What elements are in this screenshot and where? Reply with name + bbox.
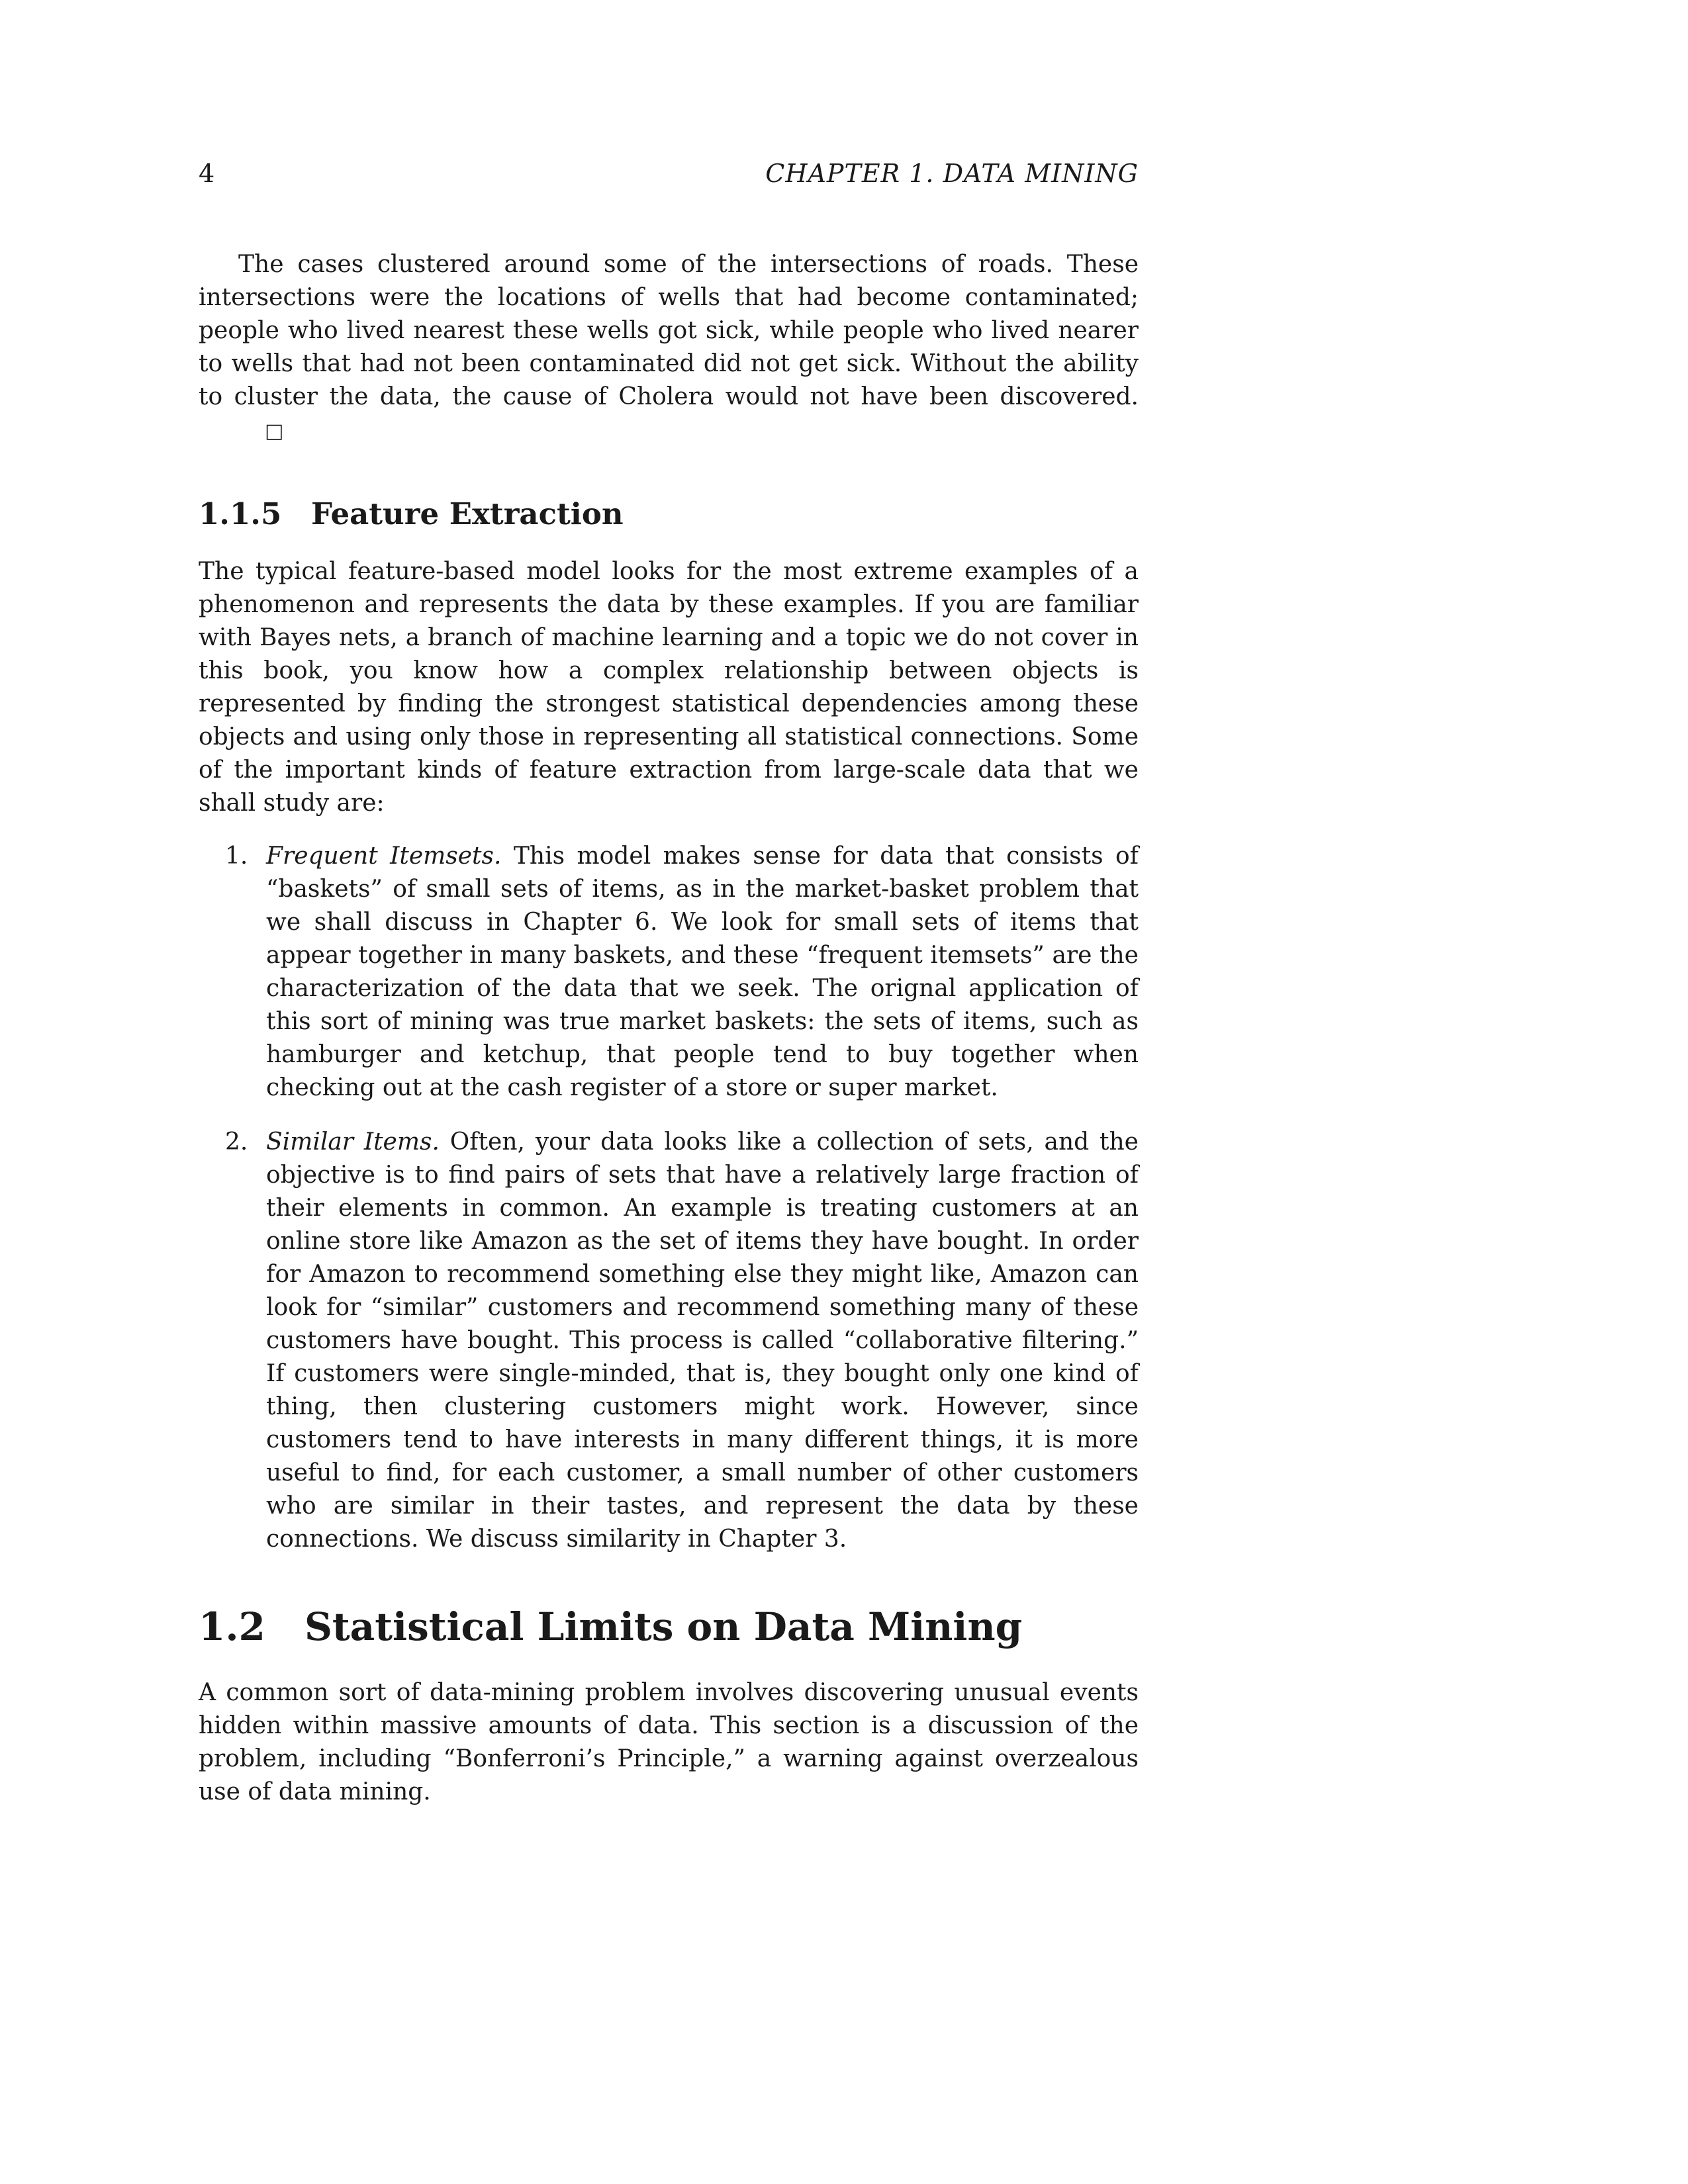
running-header xyxy=(199,159,1139,199)
feature-list xyxy=(199,840,1139,1556)
list-item-number: 1. xyxy=(225,842,248,870)
chapter-heading: CHAPTER 1. DATA MINING xyxy=(765,159,1139,188)
list-item-number: 2. xyxy=(225,1128,248,1156)
list-item-text: Often, your data looks like a collection of sets, and the objective is to find pairs of sets that have a relatively large fraction of their elements in common. An example is treating customers at an online store like Amazon as the set of items they have bought. In order for Amazon to recommend something else they might like, Amazon can look for “similar” customers and recommend something many of these customers have bought. This process is called “collaborative filtering.” If customers were single-minded, that is, they bought only one kind of thing, then clustering customers might work. However, since customers tend to have interests in many different things, it is more useful to find, for each customer, a small number of other customers who are similar in their tastes, and represent the data by these connections. We discuss similarity in Chapter 3. xyxy=(266,1128,1139,1553)
document-page xyxy=(199,159,1139,1809)
list-item-text: This model makes sense for data that consists of “baskets” of small sets of items, as in the market-basket problem that we shall discuss in Chapter 6. We look for small sets of items that appear together in many baskets, and these “frequent itemsets” are the characterization of the data that we seek. The orignal application of this sort of mining was true market baskets: the sets of items, such as hamburger and ketchup, that people tend to buy together when checking out at the cash register of a store or super market. xyxy=(266,842,1139,1101)
list-item-term: Frequent Itemsets. xyxy=(266,842,502,870)
intro-paragraph xyxy=(199,248,1139,448)
subsection-title: Feature Extraction xyxy=(311,496,624,531)
section-heading xyxy=(199,1602,1139,1651)
section-title: Statistical Limits on Data Mining xyxy=(305,1604,1023,1649)
page-number: 4 xyxy=(199,159,215,188)
subsection-heading xyxy=(199,494,1139,534)
end-of-proof-icon: □ xyxy=(265,420,284,443)
subsection-number: 1.1.5 xyxy=(199,496,282,531)
list-item-body xyxy=(266,1126,1139,1556)
list-item xyxy=(199,840,1139,1105)
statistical-limits-paragraph: A common sort of data-mining problem involves discovering unusual events hidden within massive amounts of data. This section is a discussion of the problem, including “Bonferroni’s Principle,” a warning against overzealous use of data mining. xyxy=(199,1679,1139,1805)
list-item-term: Similar Items. xyxy=(266,1128,440,1156)
list-item-body xyxy=(266,840,1139,1105)
section-number: 1.2 xyxy=(199,1604,265,1649)
list-item xyxy=(199,1126,1139,1556)
intro-paragraph-text: The cases clustered around some of the intersections of roads. These intersections were the locations of wells that had become contaminated; people who lived nearest these wells got sick, while people who lived nearer to wells that had not been contaminated did not get sick. Without the ability to cluster the data, the cause of Cholera would not have been discovered. xyxy=(199,251,1139,410)
feature-extraction-paragraph: The typical feature-based model looks for the most extreme examples of a phenomenon and represents the data by these examples. If you are familiar with Bayes nets, a branch of machine learning and a topic we do not cover in this book, you know how a complex relationship between objects is represented by finding the strongest statistical dependencies among these objects and using only those in representing all statistical connections. Some of the important kinds of feature extraction from large-scale data that we shall study are: xyxy=(199,558,1139,817)
